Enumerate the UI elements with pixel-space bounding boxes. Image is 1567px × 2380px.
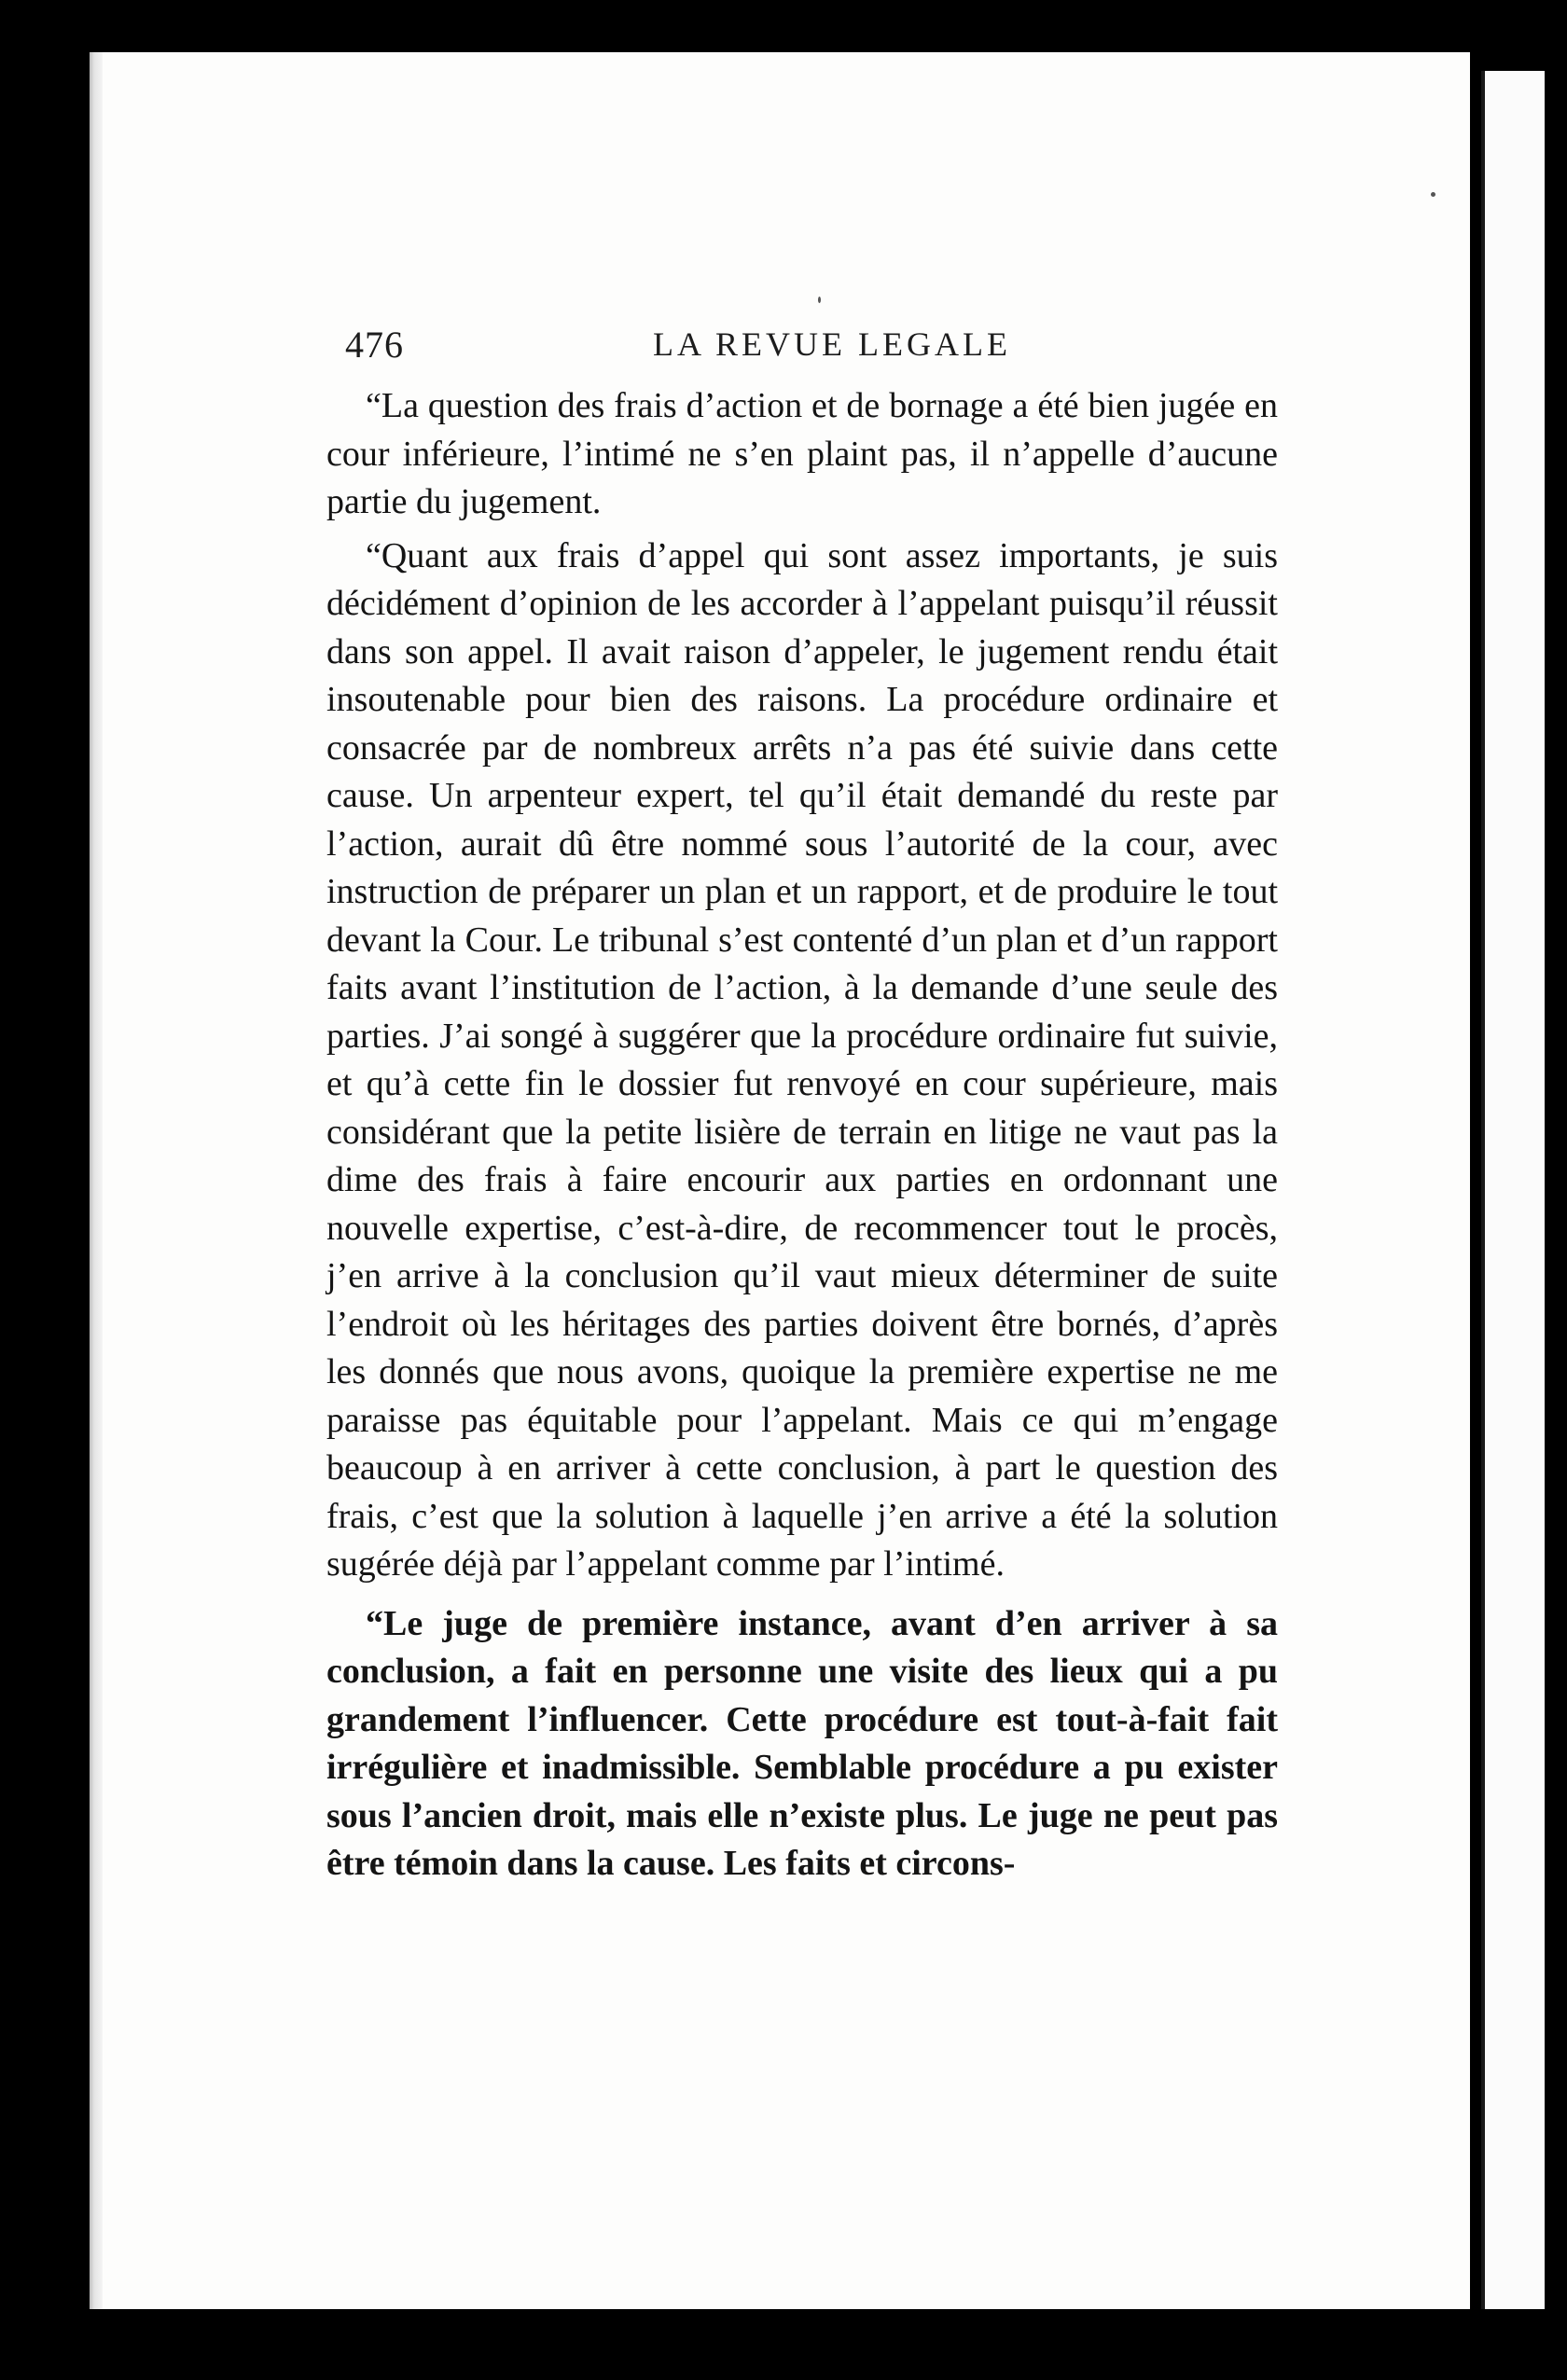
scan-speck bbox=[818, 297, 821, 303]
paragraph-3: “Le juge de première instance, avant d’en arriver à sa conclusion, a fait en personne une visite des lieux qui a pu grandement l’influencer. Cette procédure est tout-à-fait fait irrégulière et inadmissible. Semblable procédure a pu exister sous l’ancien droit, mais elle n’existe plus. Le juge ne peut pas être témoin dans la cause. Les faits et circons- bbox=[326, 1603, 1278, 1883]
running-title: LA REVUE LEGALE bbox=[653, 325, 1011, 363]
scan-speck bbox=[1431, 192, 1435, 197]
page-header bbox=[325, 315, 1276, 371]
page-edge-shadow bbox=[90, 52, 103, 2309]
body-text bbox=[326, 382, 1278, 1894]
paragraph-2: “Quant aux frais d’appel qui sont assez importants, je suis décidément d’opinion de les accorder à l’appelant puisqu’il réussit dans son appel. Il avait raison d’appeler, le jugement rendu était insoutenable pour bien des raisons. La procédure ordinaire et consacrée par de nombreux arrêts n’a pas été suivie dans cette cause. Un arpenteur expert, tel qu’il était demandé du reste par l’action, aurait dû être nommé sous l’autorité de la cour, avec instruction de préparer un plan et un rapport, et de produire le tout devant la Cour. Le tribunal s’est contenté d’un plan et d’un rapport faits avant l’institution de l’action, à la demande d’une seule des parties. J’ai songé à suggérer que la procédure ordinaire fut suivie, et qu’à cette fin le dossier fut renvoyé en cour supérieure, mais considérant que la petite lisière de terrain en litige ne vaut pas la dime des frais à faire encourir aux parties en ordonnant une nouvelle expertise, c’est-à-dire, de recommencer tout le procès, j’en arrive à la conclusion qu’il vaut mieux déterminer de suite l’endroit où les héritages des parties doivent être bornés, d’après les donnés que nous avons, quoique la première expertise ne me paraisse pas équitable pour l’appelant. Mais ce qui m’engage beaucoup à en arriver à cette conclusion, à part le question des frais, c’est que la solution à laquelle j’en arrive a été la solution sugérée déjà par l’appelant comme par l’intimé. bbox=[326, 535, 1278, 1584]
adjacent-page-edge bbox=[1481, 71, 1545, 2309]
page-number: 476 bbox=[345, 324, 404, 366]
paragraph-1: “La question des frais d’action et de bornage a été bien jugée en cour inférieure, l’intimé ne s’en plaint pas, il n’appelle d’aucune partie du jugement. bbox=[326, 386, 1278, 521]
